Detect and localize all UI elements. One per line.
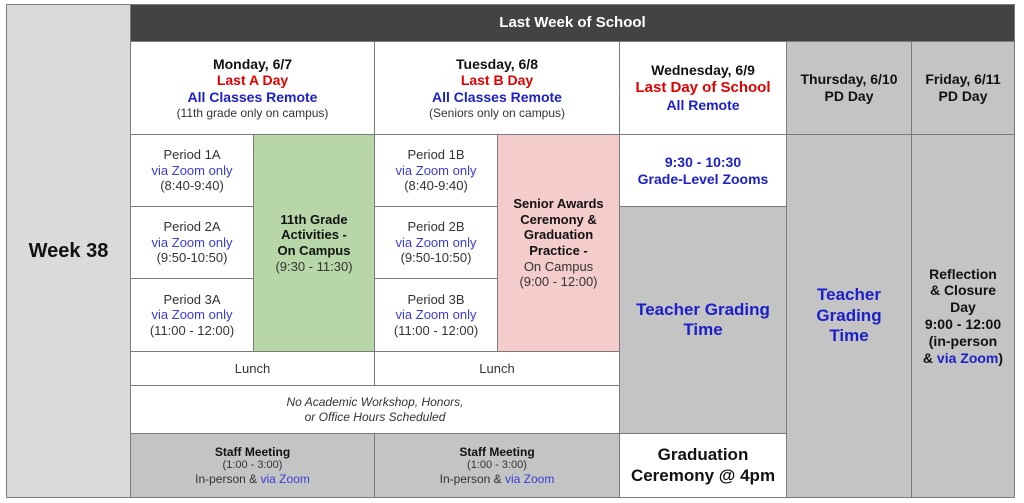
period-time: (11:00 - 12:00) [393, 322, 479, 338]
activity-time: (9:00 - 12:00) [519, 274, 598, 290]
staff-time: (1:00 - 3:00) [467, 458, 527, 471]
grading-line: Teacher Grading [636, 299, 770, 319]
activity-line: Graduation [523, 227, 594, 243]
week-label-cell [6, 4, 131, 498]
period-zoom: via Zoom only [151, 234, 233, 250]
staff-mode [195, 472, 310, 486]
staff-mode [440, 472, 555, 486]
activity-line: On Campus [523, 258, 594, 274]
reflection-line: Reflection [929, 265, 997, 282]
grading-line: Teacher [817, 285, 881, 305]
note-line: or Office Hours Scheduled [304, 409, 446, 424]
monday-period-3 [130, 278, 254, 352]
period-time: (9:50-10:50) [400, 250, 472, 266]
no-workshop-note [130, 385, 620, 434]
period-time: (8:40-9:40) [160, 178, 224, 194]
reflection-line: (in-person [928, 332, 998, 349]
thursday-grading [786, 134, 912, 498]
thursday-type: PD Day [824, 88, 874, 104]
activity-line: Practice - [529, 243, 588, 258]
thursday-date: Thursday, 6/10 [800, 71, 898, 88]
staff-title: Staff Meeting [459, 444, 535, 459]
period-time: (9:50-10:50) [156, 250, 228, 266]
graduation-ceremony [619, 433, 787, 498]
period-name: Period 1A [163, 147, 221, 163]
lunch-label: Lunch [479, 360, 515, 376]
monday-mode: All Classes Remote [187, 89, 318, 106]
zoom-label: Grade-Level Zooms [637, 170, 769, 187]
friday-date: Friday, 6/11 [925, 71, 1001, 88]
wednesday-zoom-session [619, 134, 787, 207]
monday-note: (11th grade only on campus) [176, 106, 329, 120]
friday-header [911, 41, 1015, 135]
activity-line: Senior Awards [513, 196, 604, 212]
wednesday-grading [619, 206, 787, 434]
monday-activity [253, 134, 375, 352]
activity-time: (9:30 - 11:30) [275, 258, 353, 274]
period-zoom: via Zoom only [151, 307, 233, 323]
tuesday-staff-meeting [374, 433, 620, 498]
tuesday-period-2 [374, 206, 498, 279]
grading-line: Time [829, 326, 869, 346]
period-name: Period 2B [407, 219, 465, 235]
friday-reflection [911, 134, 1015, 498]
wednesday-mode: All Remote [666, 97, 740, 113]
period-name: Period 1B [407, 147, 465, 163]
monday-date: Monday, 6/7 [212, 55, 293, 72]
period-name: Period 3B [407, 291, 465, 307]
mode-prefix: & [922, 349, 937, 366]
reflection-mode [923, 350, 1003, 367]
grading-line: Time [683, 320, 723, 339]
wednesday-day-type: Last Day of School [635, 79, 771, 96]
tuesday-period-3 [374, 278, 498, 352]
thursday-header [786, 41, 912, 135]
mode-suffix: ) [998, 349, 1004, 366]
week-label: Week 38 [28, 240, 109, 262]
period-name: Period 3A [163, 291, 221, 307]
friday-type: PD Day [938, 88, 988, 104]
via-zoom-link[interactable]: via Zoom [260, 472, 310, 487]
via-zoom-link[interactable]: via Zoom [505, 472, 555, 487]
zoom-time: 9:30 - 10:30 [664, 153, 742, 170]
monday-lunch [130, 351, 375, 386]
period-zoom: via Zoom only [151, 162, 233, 178]
reflection-line: & Closure [929, 282, 997, 299]
page-title: Last Week of School [499, 14, 646, 31]
wednesday-header [619, 41, 787, 135]
staff-prefix: In-person & [195, 472, 261, 487]
header-banner [130, 4, 1015, 42]
period-time: (11:00 - 12:00) [149, 322, 235, 338]
activity-line: 11th Grade [280, 211, 348, 227]
monday-header [130, 41, 375, 135]
period-time: (8:40-9:40) [404, 178, 468, 194]
monday-staff-meeting [130, 433, 375, 498]
staff-title: Staff Meeting [214, 444, 291, 459]
period-name: Period 2A [163, 219, 221, 235]
monday-period-2 [130, 206, 254, 279]
reflection-line: Day [950, 299, 976, 316]
activity-line: Ceremony & [520, 211, 597, 227]
graduation-line: Graduation [657, 445, 749, 465]
via-zoom-link[interactable]: via Zoom [936, 349, 999, 366]
tuesday-mode: All Classes Remote [432, 89, 562, 106]
monday-period-1 [130, 134, 254, 207]
staff-time: (1:00 - 3:00) [222, 458, 283, 471]
tuesday-header [374, 41, 620, 135]
graduation-line: Ceremony @ 4pm [630, 465, 776, 485]
tuesday-note: (Seniors only on campus) [428, 106, 566, 120]
activity-line: Activities - [281, 227, 347, 243]
monday-day-type: Last A Day [216, 72, 289, 89]
tuesday-day-type: Last B Day [460, 72, 534, 89]
note-line: No Academic Workshop, Honors, [286, 395, 464, 410]
period-zoom: via Zoom only [395, 307, 477, 323]
grading-line: Grading [816, 305, 882, 325]
reflection-time: 9:00 - 12:00 [924, 316, 1002, 332]
lunch-label: Lunch [234, 360, 271, 376]
period-zoom: via Zoom only [395, 162, 477, 178]
activity-line: On Campus [277, 243, 351, 258]
tuesday-lunch [374, 351, 620, 386]
tuesday-period-1 [374, 134, 498, 207]
tuesday-activity [497, 134, 620, 352]
staff-prefix: In-person & [439, 472, 505, 487]
wednesday-date: Wednesday, 6/9 [651, 62, 755, 79]
tuesday-date: Tuesday, 6/8 [456, 55, 538, 72]
period-zoom: via Zoom only [395, 234, 477, 250]
